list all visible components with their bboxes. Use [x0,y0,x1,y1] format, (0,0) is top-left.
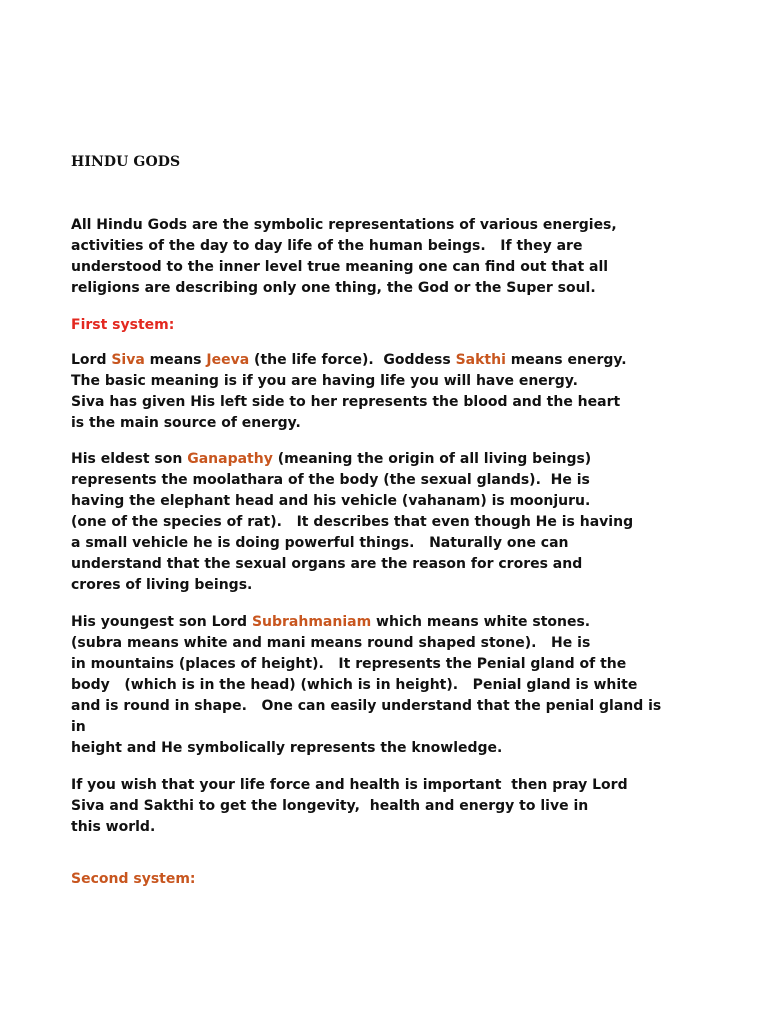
p2-line-7: crores of living beings. [71,577,253,593]
p2-line-4: (one of the species of rat). It describes that even though He is having [71,514,634,530]
p2-line-5: a small vehicle he is doing powerful things. Naturally one can [71,535,569,551]
paragraph-subrahmaniam [71,612,661,759]
intro-line-2: activities of the day to day life of the human beings. If they are [71,238,583,254]
p4-line-3: this world. [71,819,156,835]
p1-line-4: is the main source of energy. [71,415,301,431]
intro-paragraph [71,215,617,299]
highlight-subrahmaniam: Subrahmaniam [251,614,372,630]
highlight-jeeva: Jeeva [206,352,250,368]
p2-line-1: His eldest son Ganapathy (meaning the origin of all living beings) [71,451,592,467]
first-system-heading: First system: [71,317,175,333]
intro-line-1: All Hindu Gods are the symbolic representations of various energies, [71,217,617,233]
intro-line-4: religions are describing only one thing, the God or the Super soul. [71,280,596,296]
p3-line-3: in mountains (places of height). It represents the Penial gland of the [71,656,627,672]
p3-line-7: height and He symbolically represents the knowledge. [71,740,503,756]
p3-line-5: and is round in shape. One can easily understand that the penial gland is [71,698,662,714]
paragraph-ganapathy [71,449,633,596]
p3-line-4: body (which is in the head) (which is in height). Penial gland is white [71,677,638,693]
p3-line-2: (subra means white and mani means round shaped stone). He is [71,635,591,651]
p2-line-6: understand that the sexual organs are the reason for crores and [71,556,583,572]
p1-line-3: Siva has given His left side to her represents the blood and the heart [71,394,621,410]
p4-line-2: Siva and Sakthi to get the longevity, health and energy to live in [71,798,589,814]
p1-line-1: Lord Siva means Jeeva (the life force). Goddess Sakthi means energy. [71,352,627,368]
highlight-siva: Siva [111,352,145,368]
paragraph-siva-sakthi [71,350,627,434]
intro-line-3: understood to the inner level true meaning one can find out that all [71,259,609,275]
p3-line-1: His youngest son Lord Subrahmaniam which means white stones. [71,614,591,630]
p2-line-3: having the elephant head and his vehicle (vahanam) is moonjuru. [71,493,591,509]
highlight-sakthi: Sakthi [455,352,506,368]
document-title: HINDU GODS [71,154,181,170]
p4-line-1: If you wish that your life force and health is important then pray Lord [71,777,628,793]
p2-line-2: represents the moolathara of the body (the sexual glands). He is [71,472,590,488]
paragraph-prayer [71,775,628,838]
highlight-ganapathy: Ganapathy [187,451,273,467]
second-system-heading: Second system: [71,871,196,887]
p3-line-6: in [71,719,86,735]
p1-line-2: The basic meaning is if you are having life you will have energy. [71,373,578,389]
